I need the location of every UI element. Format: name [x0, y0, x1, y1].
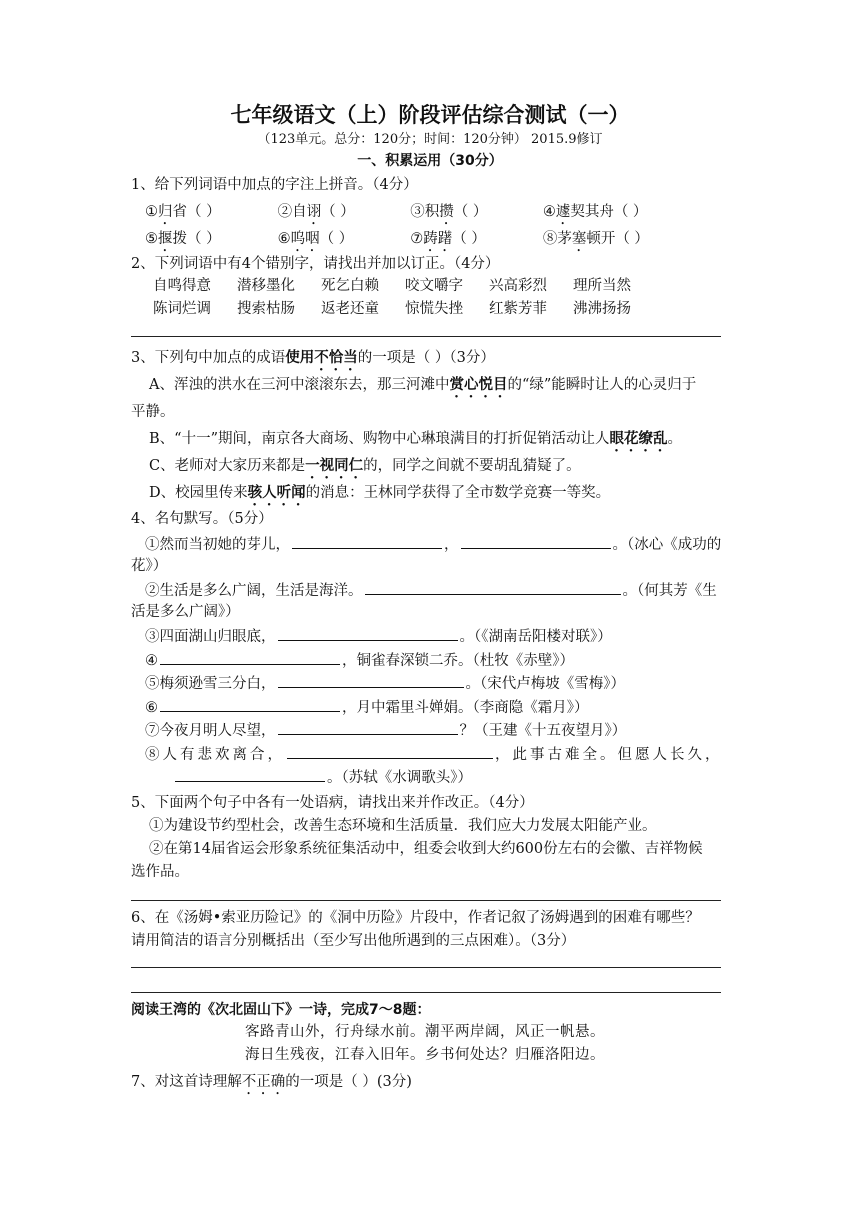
answer-line[interactable]: [131, 336, 721, 337]
q3-option-a: A、浑浊的洪水在三河中滚滚东去，那三河滩中赏心悦目的“绿”能瞬时让人的心灵归于: [149, 377, 697, 393]
blank[interactable]: [287, 743, 493, 759]
q1-item-5: ⑤揠拨（ ）: [145, 231, 221, 247]
q2-word: 搜索枯肠: [237, 301, 295, 317]
q4-item-6: ⑥ ，月中霜里斗婵娟。（李商隐《霜月》）: [145, 696, 589, 718]
q1-item-6: ⑥呜咽（ ）: [277, 231, 354, 247]
q4-item-8-cont: 。（苏轼《水调歌头》）: [173, 766, 472, 788]
q4-item-7: ⑦今夜月明人尽望， ？（王建《十五夜望月》）: [145, 719, 626, 741]
answer-line[interactable]: [131, 967, 721, 968]
q1-row2: [145, 229, 649, 255]
page-title: 七年级语文（上）阶段评估综合测试（一）: [230, 103, 630, 127]
q2-word: 陈词烂调: [153, 301, 211, 317]
exam-info: （123单元。总分：120分；时间：120分钟） 2015.9修订: [257, 132, 603, 147]
q1-item-3: ③积攒（ ）: [410, 204, 488, 220]
q4-item-2-cont: 活是多么广阔》）: [131, 604, 240, 620]
blank[interactable]: [160, 649, 340, 665]
q3-option-a-cont: 平静。: [131, 404, 175, 420]
q4-item-1: ①然而当初她的芽儿， ， 。（冰心《成功的: [145, 533, 721, 555]
q2-word: 自鸣得意: [153, 278, 211, 294]
q2-word: 死乞白赖: [321, 278, 379, 294]
section-heading: 一、积累运用（30分）: [357, 153, 503, 169]
blank[interactable]: [461, 533, 611, 549]
q2-word: 兴高彩烈: [489, 278, 547, 294]
q5-stem: 5、下面两个句子中各有一处语病，请找出来并作改正。（4分）: [131, 795, 534, 811]
q2-word: 理所当然: [573, 278, 631, 294]
answer-line[interactable]: [131, 900, 721, 901]
q1-item-7: ⑦踌躇（ ）: [410, 231, 486, 247]
reading-intro: 阅读王湾的《次北固山下》一诗，完成7～8题：: [131, 1002, 431, 1018]
q5-sentence-1: ①为建设节约型杜会，改善生态环境和生活质量．我们应大力发展太阳能产业。: [149, 818, 657, 834]
blank[interactable]: [175, 766, 325, 782]
q4-item-2: ②生活是多么广阔，生活是海洋。 。（何其芳《生: [145, 579, 717, 601]
q2-stem: 2、下列词语中有4个错别字，请找出并加以订正。（4分）: [131, 256, 500, 272]
q2-word: 潜移墨化: [237, 278, 295, 294]
poem-line-1: 客路青山外，行舟绿水前。潮平两岸阔，风正一帆悬。: [245, 1024, 605, 1040]
blank[interactable]: [292, 533, 442, 549]
q4-item-4: ④ ，铜雀春深锁二乔。（杜牧《赤壁》）: [145, 649, 574, 671]
q4-item-5: ⑤梅须逊雪三分白， 。（宋代卢梅坡《雪梅》）: [145, 672, 625, 694]
q2-word: 惊慌失挫: [405, 301, 463, 317]
blank[interactable]: [365, 579, 621, 595]
blank[interactable]: [160, 696, 340, 712]
q1-stem: 1、给下列词语中加点的字注上拼音。（4分）: [131, 177, 418, 193]
q4-item-3: ③四面湖山归眼底， 。（《湖南岳阳楼对联》）: [145, 625, 612, 647]
q1-item-1: ①归省（ ）: [145, 204, 221, 220]
q7-stem: 7、对这首诗理解不正确的一项是（ ）(3分): [131, 1074, 412, 1090]
q2-row2: [153, 299, 631, 319]
q2-row1: [153, 276, 631, 296]
q6-stem-line2: 请用简洁的语言分别概括出（至少写出他所遇到的三点困难）。（3分）: [131, 933, 576, 949]
q4-item-8: ⑧人有悲欢离合， ，此事古难全。但愿人长久，: [145, 743, 723, 765]
q6-stem-line1: 6、在《汤姆•索亚历险记》的《洞中历险》片段中，作者记叙了汤姆遇到的困难有哪些？: [131, 910, 700, 926]
q5-sentence-2: ②在第14届省运会形象系统征集活动中，组委会收到大约600份左右的会徽、吉祥物候: [149, 841, 703, 857]
q3-stem: 3、下列句中加点的成语使用不恰当的一项是（ ）（3分）: [131, 350, 495, 366]
q2-word: 红紫芳菲: [489, 301, 547, 317]
q1-row1: [145, 202, 647, 228]
blank[interactable]: [278, 719, 458, 735]
q5-sentence-2-cont: 选作品。: [131, 864, 189, 880]
q3-option-b: B、“十一”期间，南京各大商场、购物中心琳琅满目的打折促销活动让人眼花缭乱。: [149, 431, 682, 447]
q4-item-1-cont: 花》）: [131, 558, 168, 574]
q3-option-d: D、校园里传来骇人听闻的消息：王林同学获得了全市数学竞赛一等奖。: [149, 485, 611, 501]
q4-stem: 4、名句默写。（5分）: [131, 511, 273, 527]
q1-item-2: ②自诩（ ）: [277, 204, 355, 220]
blank[interactable]: [278, 672, 464, 688]
poem-line-2: 海日生残夜，江春入旧年。乡书何处达？归雁洛阳边。: [245, 1047, 605, 1063]
q1-item-8: ⑧茅塞顿开（ ）: [542, 231, 649, 247]
q2-word: 返老还童: [321, 301, 379, 317]
answer-line[interactable]: [131, 992, 721, 993]
q3-option-c: C、老师对大家历来都是一视同仁的，同学之间就不要胡乱猜疑了。: [149, 458, 581, 474]
q2-word: 咬文嚼字: [405, 278, 463, 294]
q1-item-4: ④遽契其舟（ ）: [542, 204, 648, 220]
blank[interactable]: [278, 625, 458, 641]
q2-word: 沸沸扬扬: [573, 301, 631, 317]
